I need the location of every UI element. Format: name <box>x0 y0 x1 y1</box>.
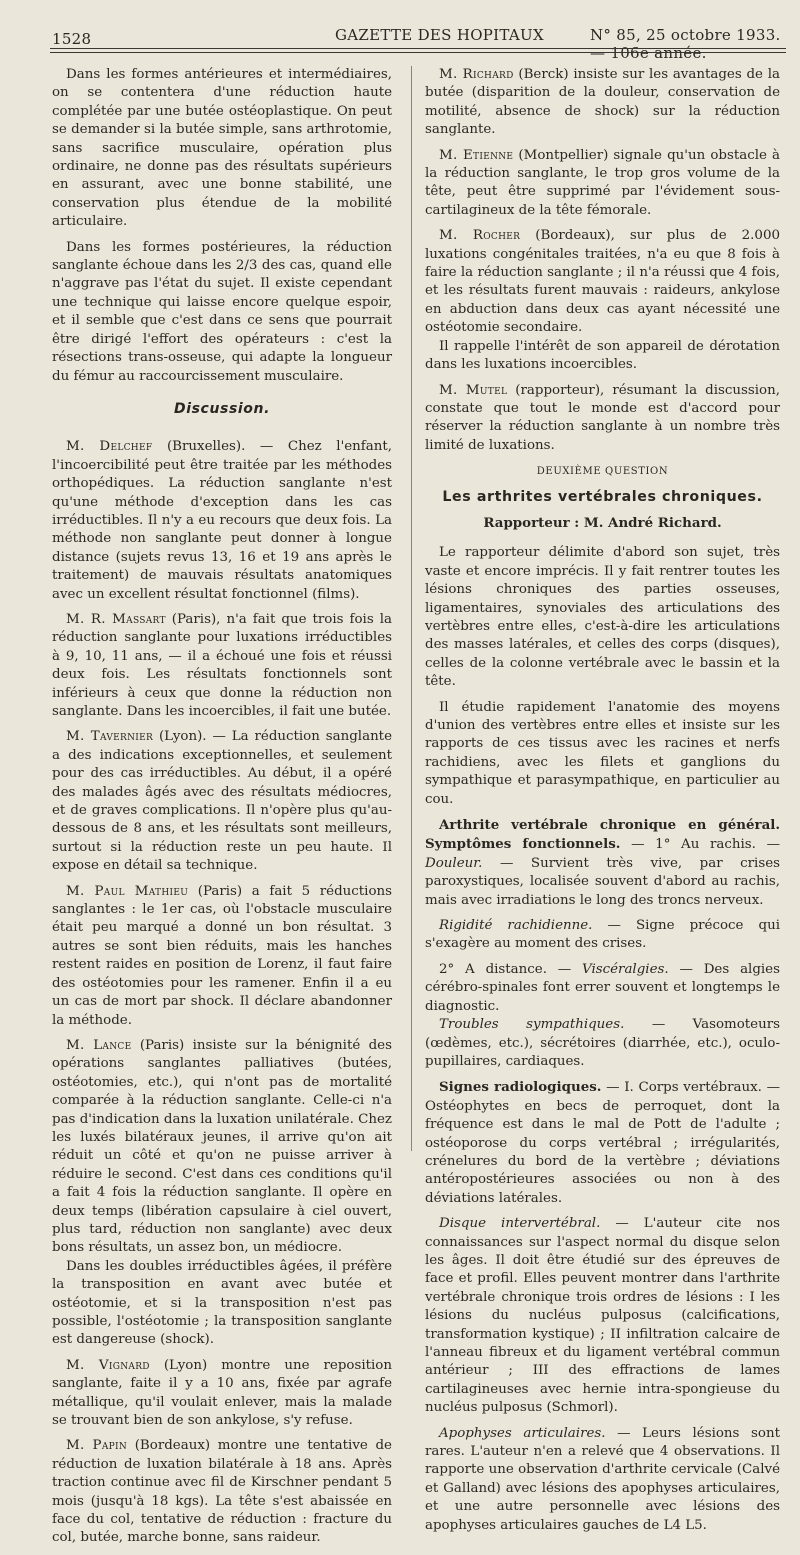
header-rule <box>50 48 786 49</box>
paragraph-formes-anterieures: Dans les formes antérieures et intermédiaires, on se contentera d'une réduction haute complétée par une butée ostéoplastique. On peut se demander si la butée simple, sans arthrotomie, sans sacrifice musculaire, opération plus ordinaire, ne donne pas des résultats supérieurs en assurant, avec une bonne stabilité, une conservation plus étendue de la mobilité articulaire. <box>52 67 392 230</box>
paragraph-richard: M. Richard (Berck) insiste sur les avantages de la butée (disparition de la douleur, conservation de motilité, absence de shock) sur la réduction sanglante. <box>425 67 780 138</box>
issue-info: N° 85, 25 octobre 1933. — 106e année. <box>590 26 781 62</box>
speaker-name: M. Paul Mathieu <box>66 883 189 899</box>
subsection-title: Arthrite vertébrale chronique en général. Symptômes fonctionnels. <box>425 817 780 853</box>
paragraph-rocher-continued: Il rappelle l'intérêt de son appareil de dérotation dans les luxations incoercibles. <box>425 338 780 373</box>
paragraph-formes-posterieures: Dans les formes postérieures, la réduction sanglante échoue dans les 2/3 des cas, quand elle n'aggrave pas l'état du sujet. Il existe cependant une technique qui laisse encore quelque espoir, et il semble que c'est dans ce sens que pourrait être dirigé l'effort des opérateurs : c'est la résections trans-osseuse, qui adapte la longueur du fémur au raccourcissement musculaire. <box>52 239 392 384</box>
subsection-title: Signes radiologiques. <box>439 1079 602 1096</box>
speaker-name: M. Vignard <box>66 1357 150 1373</box>
paragraph-apophyses: Apophyses articulaires. — Leurs lésions sont rares. L'auteur n'en a relevé que 4 observations. Il rapporte une observation d'arthrite cervicale (Calvé et Galland) avec lésions des apophyses articulaires, et une autre personnelle avec lésions des apophyses articulaires gauches de L4 L5. <box>425 1425 780 1533</box>
paragraph-rapporteur-intro: Le rapporteur délimite d'abord son sujet, très vaste et encore imprécis. Il y fait rentrer toutes les lésions chroniques des parties osseuses, ligamentaires, synoviales des articulations des vertèbres entre elles, c'est-à-dire les articulations des masses latérales, et celles des corps (disques), celles de la colonne vertébrale avec le bassin et la tête. <box>425 545 780 690</box>
paragraph-tavernier: M. Tavernier (Lyon). — La réduction sanglante a des indications exceptionnelles, et seulement pour des cas irréductibles. Au début, il a opéré des malades âgés avec des résultats médiocres, et de graves complications. Il n'opère plus qu'au-dessous de 8 ans, et les résultats sont meilleurs, surtout si la réduction reste un peu haute. Il expose en détail sa technique. <box>52 729 392 874</box>
column-divider <box>411 66 412 1151</box>
rapporteur-line: Rapporteur : M. André Richard. <box>483 514 722 531</box>
paragraph-papin: M. Papin (Bordeaux) montre une tentative de réduction de luxation bilatérale à 18 ans. Après traction continue avec fil de Kirschner pendant 5 mois (jusqu'à 18 kgs). La tête s'est abaissée en face du col, tentative de réduction : fracture du col, butée, marche bonne, sans raideur. <box>52 1438 392 1546</box>
speaker-name: M. Etienne <box>439 147 514 163</box>
paragraph-etienne: M. Etienne (Montpellier) signale qu'un obstacle à la réduction sanglante, le trop gros volume de la tête, peut être supprimé par l'évidement sous-cartilagineux de la tête fémorale. <box>425 147 781 218</box>
paragraph-delchef: M. Delchef (Bruxelles). — Chez l'enfant, l'incoercibilité peut être traitée par les méthodes orthopédiques. La réduction sanglante n'est qu'une méthode d'exception dans les cas irréductibles. Il n'y a eu recours que deux fois. La méthode non sanglante peut donner à longue distance (sujets revus 13, 16 et 19 ans après le traitement) de mauvais résultats anatomiques avec un excellent résultat fonctionnel (films). <box>52 439 393 602</box>
journal-title: GAZETTE DES HOPITAUX <box>335 26 544 44</box>
right-column <box>425 66 780 1542</box>
section-title: Les arthrites vertébrales chroniques. <box>442 488 763 505</box>
paragraph-disque: Disque intervertébral. — L'auteur cite nos connaissances sur l'aspect normal du disque selon les âges. Il doit être étudié sur des épreuves de face et profil. Elles peuvent montrer dans l'arthrite vertébrale chronique trois ordres de lésions : I les lésions du nucléus pulposus (calcifications, transformation kystique) ; II infiltration calcaire de l'anneau fibreux et du ligament vertébral commun antérieur ; III des effractions de lames cartilagineuses avec hernie intra-spongieuse du nucléus pulposus (Schmorl). <box>425 1216 780 1416</box>
speaker-name: M. R. Massart <box>66 611 166 627</box>
paragraph-distance: 2° A distance. — Viscéralgies. — Des algies cérébro-spinales font errer souvent et longtemps le diagnostic. <box>425 961 780 1014</box>
paragraph-lance: M. Lance (Paris) insiste sur la bénignité des opérations sanglantes palliatives (butées, ostéotomies, etc.), qui n'ont pas de mortalité comparée à la réduction sanglante. Celle-ci n'a pas d'indication dans la luxation unilatérale. Chez les luxés bilatéraux jeunes, il arrive qu'on ait réduit un côté et qu'on ne puisse arriver à réduire le second. C'est dans ces conditions qu'il a fait 4 fois la réduction sanglante. Il opère en deux temps (libération capsulaire à ciel ouvert, plus tard, réduction non sanglante) avec deux bons résultats, un assez bon, un médiocre. <box>52 1037 392 1256</box>
speaker-name: M. Mutel <box>439 382 508 398</box>
header-rule-double <box>50 52 786 53</box>
paragraph-troubles: Troubles sympathiques. — Vasomoteurs (œdèmes, etc.), sécrétoires (diarrhée, etc.), oculo-pupillaires, cardiaques. <box>425 1017 780 1069</box>
paragraph-symptomes: Arthrite vertébrale chronique en général. Symptômes fonctionnels. — 1° Au rachis. — Douleur. — Survient très vive, par crises paroxystiques, localisée souvent d'abord au rachis, mais avec irradiations le long des troncs nerveux. <box>425 817 780 908</box>
page-header <box>52 26 788 62</box>
speaker-name: M. Richard <box>439 67 514 82</box>
paragraph-rigidite: Rigidité rachidienne. — Signe précoce qui s'exagère au moment des crises. <box>425 918 780 952</box>
paragraph-massart: M. R. Massart (Paris), n'a fait que trois fois la réduction sanglante pour luxations irréductibles à 9, 10, 11 ans, — il a échoué une fois et réussi deux fois. Les résultats fonctionnels sont inférieurs à ceux que donne la réduction non sanglante. Dans les incoercibles, il fait une butée. <box>52 611 392 719</box>
discussion-heading: Discussion. <box>174 400 270 417</box>
question-label: DEUXIÈME QUESTION <box>536 466 669 478</box>
speaker-name: M. Lance <box>66 1037 132 1053</box>
speaker-name: M. Delchef <box>66 439 153 455</box>
paragraph-mutel: M. Mutel (rapporteur), résumant la discussion, constate que tout le monde est d'accord pour réserver la réduction sanglante à un nombre très limité de luxations. <box>425 382 780 453</box>
paragraph-rocher: M. Rocher (Bordeaux), sur plus de 2.000 luxations congénitales traitées, n'a eu que 8 fois à faire la réduction sanglante ; il n'a réussi que 4 fois, et les résultats furent mauvais : raideurs, ankylose en abduction dans deux cas ayant nécessité une ostéotomie secondaire. <box>425 228 780 336</box>
paragraph-mathieu: M. Paul Mathieu (Paris) a fait 5 réductions sanglantes : le 1er cas, où l'obstacle musculaire était peu marqué a donné un bon résultat. 3 autres se sont bien réduits, mais les hanches restent raides en position de Lorenz, il faut faire des ostéotomies pour les ramener. Enfin il a eu un cas de mort par shock. Il déclare abandonner la méthode. <box>52 883 392 1028</box>
page-number: 1528 <box>52 30 92 48</box>
speaker-name: M. Tavernier <box>66 729 154 745</box>
paragraph-anatomie: Il étudie rapidement l'anatomie des moyens d'union des vertèbres entre elles et insiste sur les rapports de ces tissus avec les racines et nerfs rachidiens, avec les filets et ganglions du sympathique et parasympathique, en particulier au cou. <box>425 699 780 807</box>
paragraph-lance-continued: Dans les doubles irréductibles âgées, il préfère la transposition en avant avec butée et ostéotomie, et si la transposition n'est pas possible, l'ostéotomie ; la transposition sanglante est dangereuse (shock). <box>52 1258 392 1348</box>
paragraph-radiologiques: Signes radiologiques. — I. Corps vertébraux. — Ostéophytes en becs de perroquet, dont la fréquence est dans le mal de Pott de l'adulte ; ostéoporose du corps vertébral ; irrégularités, crénelures du bord de la vertèbre ; déviations antéropostérieures associées ou non à des déviations latérales. <box>425 1079 780 1206</box>
speaker-name: M. Papin <box>66 1438 128 1454</box>
left-column <box>52 66 392 1555</box>
paragraph-vignard: M. Vignard (Lyon) montre une reposition sanglante, faite il y a 10 ans, fixée par agrafe métallique, qu'il voulait enlever, mais la malade se trouvant bien de son ankylose, s'y refuse. <box>52 1357 392 1429</box>
speaker-name: M. Rocher <box>439 228 521 244</box>
